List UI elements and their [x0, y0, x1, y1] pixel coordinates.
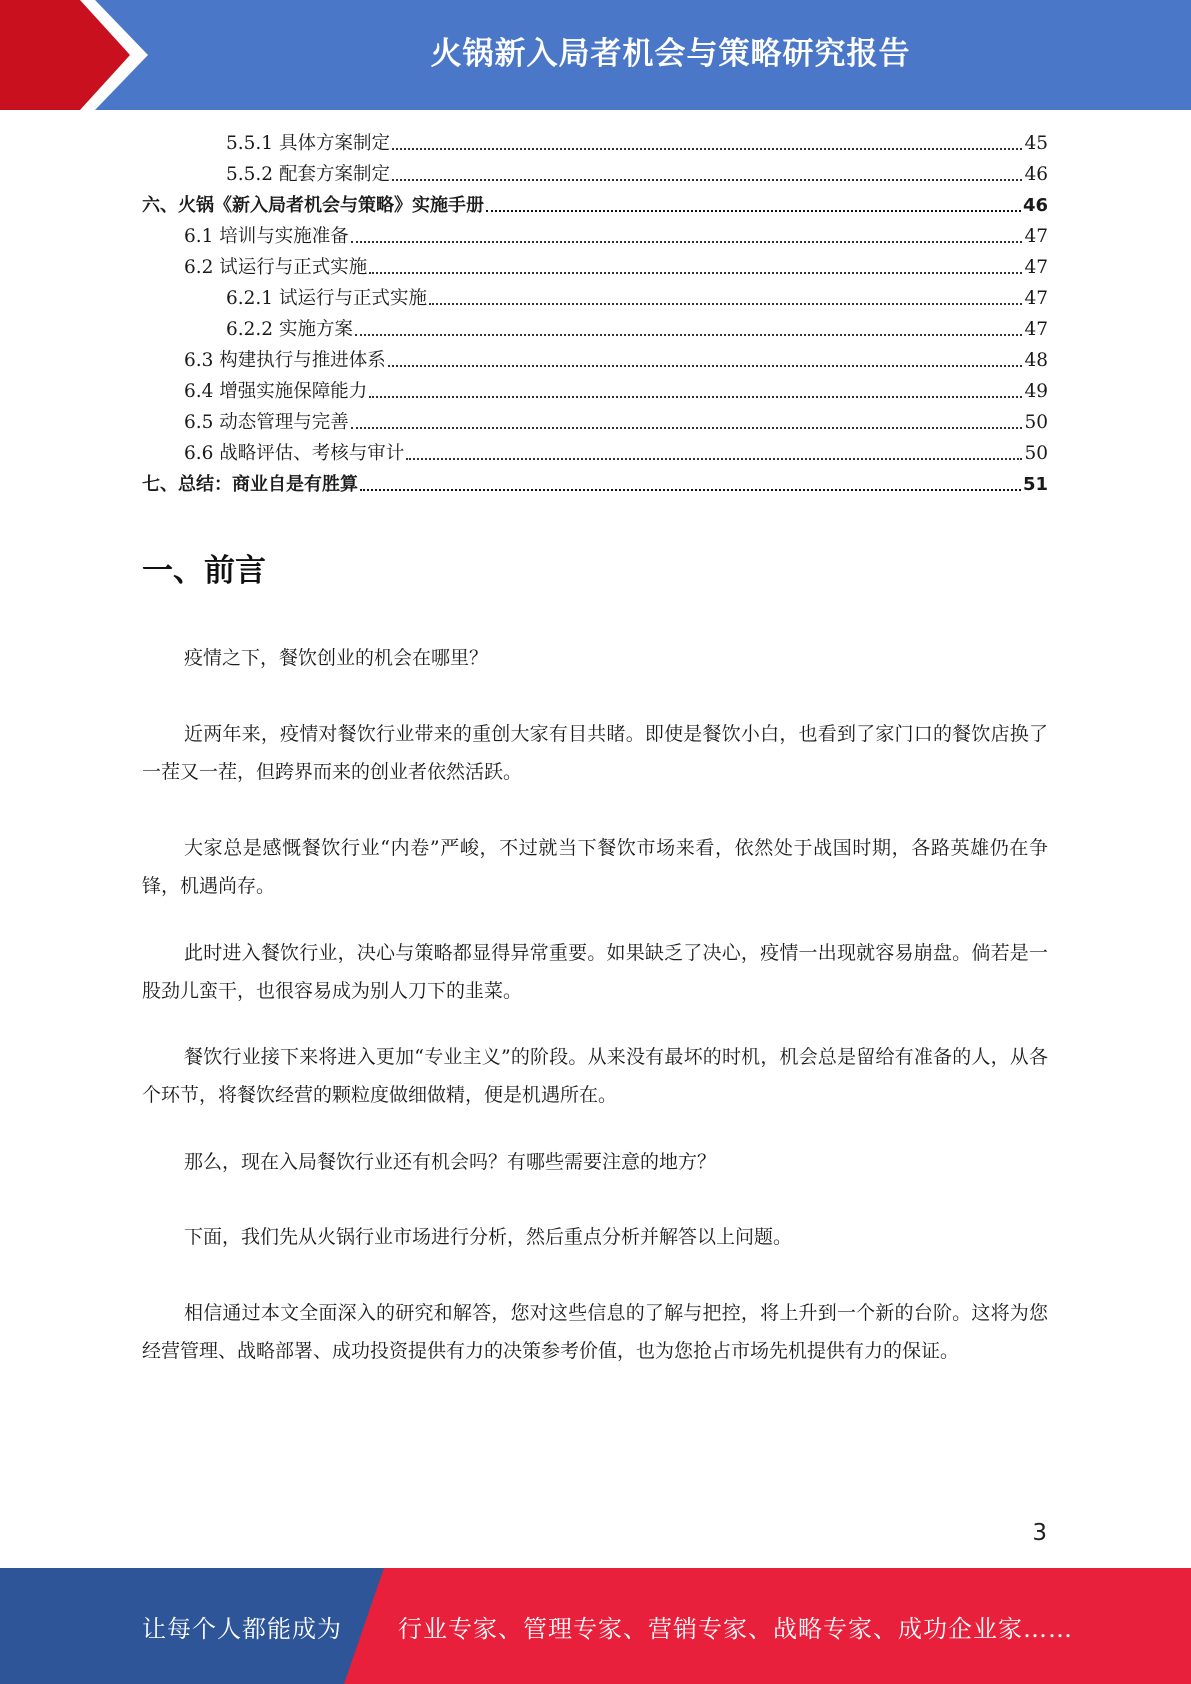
- page-number: 3: [1032, 1520, 1047, 1546]
- toc-entry-page: 45: [1024, 133, 1048, 154]
- toc-entry[interactable]: [142, 159, 1048, 190]
- toc-entry-label: 5.5.2 配套方案制定: [226, 164, 390, 185]
- toc-entry[interactable]: [142, 283, 1048, 314]
- toc-entry-label: 5.5.1 具体方案制定: [226, 133, 390, 154]
- toc-entry-label: 六、火锅《新入局者机会与策略》实施手册: [142, 195, 484, 216]
- paragraph: 此时进入餐饮行业，决心与策略都显得异常重要。如果缺乏了决心，疫情一出现就容易崩盘。倘若是一股劲儿蛮干，也很容易成为别人刀下的韭菜。: [142, 942, 1048, 1002]
- toc-entry-page: 47: [1024, 257, 1048, 278]
- footer-slogan-right: 行业专家、管理专家、营销专家、战略专家、成功企业家……: [398, 1614, 1073, 1643]
- toc-entry[interactable]: [142, 252, 1048, 283]
- paragraph: 相信通过本文全面深入的研究和解答，您对这些信息的了解与把控，将上升到一个新的台阶。这将为您经营管理、战略部署、成功投资提供有力的决策参考价值，也为您抢占市场先机提供有力的保证。: [142, 1302, 1048, 1362]
- toc-entry-page: 47: [1024, 226, 1048, 247]
- toc-entry-label: 6.6 战略评估、考核与审计: [184, 443, 405, 464]
- toc-entry-page: 46: [1022, 195, 1048, 216]
- toc-entry-label: 6.2.1 试运行与正式实施: [226, 288, 427, 309]
- toc-dot-leader: [406, 457, 1022, 460]
- toc-entry-label: 6.2.2 实施方案: [226, 319, 353, 340]
- toc-entry-page: 49: [1024, 381, 1048, 402]
- header-banner: [0, 0, 1191, 110]
- toc-dot-leader: [429, 302, 1022, 305]
- toc-entry[interactable]: [142, 128, 1048, 159]
- toc-entry-page: 47: [1024, 319, 1048, 340]
- paragraph: 下面，我们先从火锅行业市场进行分析，然后重点分析并解答以上问题。: [184, 1226, 793, 1248]
- toc-dot-leader: [360, 488, 1021, 491]
- table-of-contents: [142, 128, 1048, 500]
- toc-entry-label: 6.2 试运行与正式实施: [184, 257, 368, 278]
- toc-entry-label: 6.5 动态管理与完善: [184, 412, 349, 433]
- toc-entry-label: 6.3 构建执行与推进体系: [184, 350, 386, 371]
- toc-entry[interactable]: [142, 221, 1048, 252]
- toc-entry-page: 51: [1022, 474, 1048, 495]
- toc-dot-leader: [351, 426, 1023, 429]
- toc-entry[interactable]: [142, 190, 1048, 221]
- paragraph: 大家总是感慨餐饮行业“内卷”严峻，不过就当下餐饮市场来看，依然处于战国时期，各路英雄仍在争锋，机遇尚存。: [142, 837, 1048, 897]
- toc-entry-page: 50: [1024, 412, 1048, 433]
- paragraph: 疫情之下，餐饮创业的机会在哪里？: [184, 647, 489, 669]
- toc-entry-label: 6.1 培训与实施准备: [184, 226, 349, 247]
- toc-entry[interactable]: [142, 438, 1048, 469]
- toc-dot-leader: [392, 147, 1022, 150]
- section-heading: 一、前言: [142, 553, 266, 589]
- toc-dot-leader: [392, 178, 1022, 181]
- toc-entry[interactable]: [142, 469, 1048, 500]
- footer-banner: [0, 1568, 1191, 1684]
- toc-entry[interactable]: [142, 376, 1048, 407]
- toc-entry-label: 6.4 增强实施保障能力: [184, 381, 368, 402]
- toc-dot-leader: [351, 240, 1023, 243]
- toc-dot-leader: [369, 395, 1022, 398]
- toc-entry-page: 47: [1024, 288, 1048, 309]
- toc-dot-leader: [388, 364, 1023, 367]
- toc-entry-page: 50: [1024, 443, 1048, 464]
- toc-entry[interactable]: [142, 407, 1048, 438]
- toc-entry[interactable]: [142, 314, 1048, 345]
- toc-dot-leader: [355, 333, 1023, 336]
- toc-dot-leader: [486, 209, 1021, 212]
- toc-entry-label: 七、总结：商业自是有胜算: [142, 474, 358, 495]
- footer-slogan-left: 让每个人都能成为: [142, 1614, 342, 1643]
- paragraph: 近两年来，疫情对餐饮行业带来的重创大家有目共睹。即使是餐饮小白，也看到了家门口的餐饮店换了一茬又一茬，但跨界而来的创业者依然活跃。: [142, 723, 1048, 783]
- toc-dot-leader: [369, 271, 1022, 274]
- toc-entry[interactable]: [142, 345, 1048, 376]
- document-title: 火锅新入局者机会与策略研究报告: [430, 35, 911, 72]
- paragraph: 那么，现在入局餐饮行业还有机会吗？有哪些需要注意的地方？: [184, 1151, 717, 1173]
- toc-entry-page: 48: [1024, 350, 1048, 371]
- toc-entry-page: 46: [1024, 164, 1048, 185]
- paragraph: 餐饮行业接下来将进入更加“专业主义”的阶段。从来没有最坏的时机，机会总是留给有准备的人，从各个环节，将餐饮经营的颗粒度做细做精，便是机遇所在。: [142, 1046, 1048, 1106]
